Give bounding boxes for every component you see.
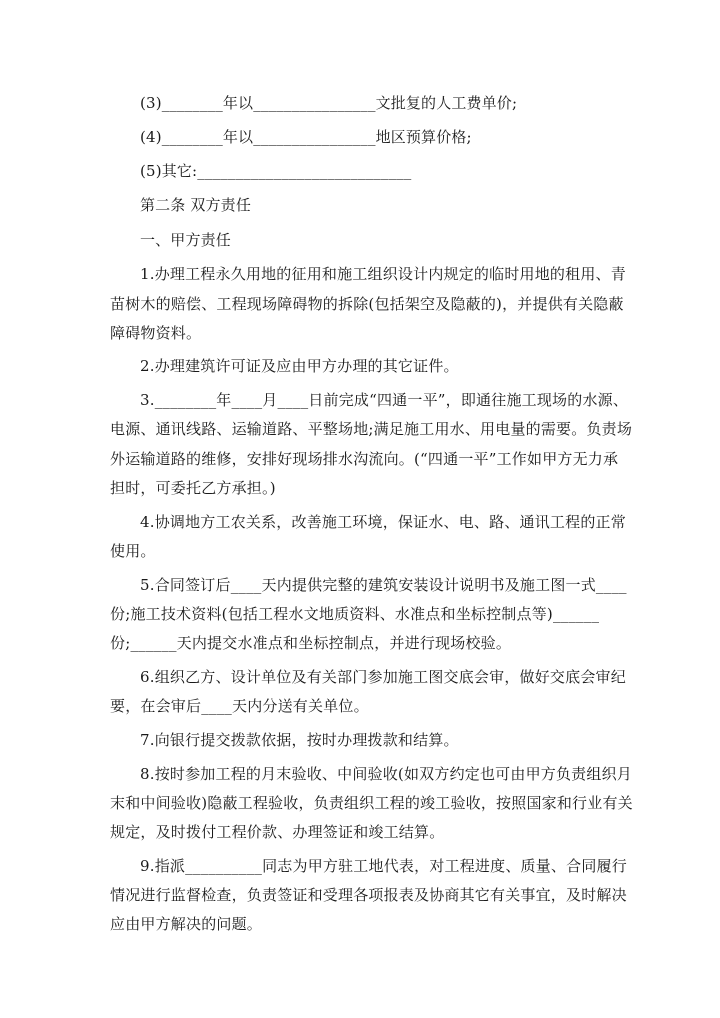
- paragraph-line: 3.________年____月____日前完成“四通一平”，即通往施工现场的水源、: [140, 391, 629, 409]
- paragraph-line: 6.组织乙方、设计单位及有关部门参加施工图交底会审，做好交底会审纪: [140, 668, 626, 686]
- paragraph-line: 1.办理工程永久用地的征用和施工组织设计内规定的临时用地的租用、青: [140, 265, 626, 283]
- paragraph-line: 障碍物资料。: [110, 324, 202, 342]
- item-3-line: (3)________年以________________文批复的人工费单价;: [140, 94, 518, 112]
- paragraph-line: 规定，及时拨付工程价款、办理签证和竣工结算。: [110, 823, 445, 841]
- paragraph-line: 电源、通讯线路、运输道路、平整场地;满足施工用水、用电量的需要。负责场: [110, 420, 633, 438]
- item-4-line: (4)________年以________________地区预算价格;: [140, 128, 472, 146]
- paragraph-line: 使用。: [110, 542, 156, 560]
- paragraph-line: 外运输道路的维修，安排好现场排水沟流向。(“四通一平”工作如甲方无力承: [110, 450, 619, 468]
- paragraph-line: 担时，可委托乙方承担。): [110, 479, 276, 497]
- paragraph-line: 应由甲方解决的问题。: [110, 915, 263, 933]
- paragraph-line: 份;施工技术资料(包括工程水文地质资料、水准点和坐标控制点等)______: [110, 605, 600, 623]
- paragraph-line: 份;______天内提交水准点和坐标控制点，并进行现场校验。: [110, 634, 512, 652]
- paragraph-line: 苗树木的赔偿、工程现场障碍物的拆除(包括架空及隐蔽的)，并提供有关隐蔽: [110, 295, 624, 313]
- paragraph-line: 8.按时参加工程的月末验收、中间验收(如双方约定也可由甲方负责组织月: [140, 765, 632, 783]
- paragraph-line: 9.指派__________同志为甲方驻工地代表，对工程进度、质量、合同履行: [140, 857, 627, 875]
- paragraph-line: 4.协调地方工农关系，改善施工环境，保证水、电、路、通讯工程的正常: [140, 513, 626, 531]
- paragraph-line: 5.合同签订后____天内提供完整的建筑安装设计说明书及施工图一式____: [140, 576, 627, 594]
- item-5-line: (5)其它:____________________________: [140, 162, 412, 180]
- paragraph-line: 情况进行监督检查，负责签证和受理各项报表及协商其它有关事宜，及时解决: [110, 886, 627, 904]
- paragraph-line: 7.向银行提交拨款依据，按时办理拨款和结算。: [140, 731, 459, 749]
- paragraph-line: 2.办理建筑许可证及应由甲方办理的其它证件。: [140, 357, 459, 375]
- paragraph-line: 末和中间验收)隐蔽工程验收，负责组织工程的竣工验收，按照国家和行业有关: [110, 794, 633, 812]
- article-2-heading: 第二条 双方责任: [140, 196, 251, 214]
- section-a-heading: 一、甲方责任: [140, 231, 231, 249]
- paragraph-line: 要，在会审后____天内分送有关单位。: [110, 697, 369, 715]
